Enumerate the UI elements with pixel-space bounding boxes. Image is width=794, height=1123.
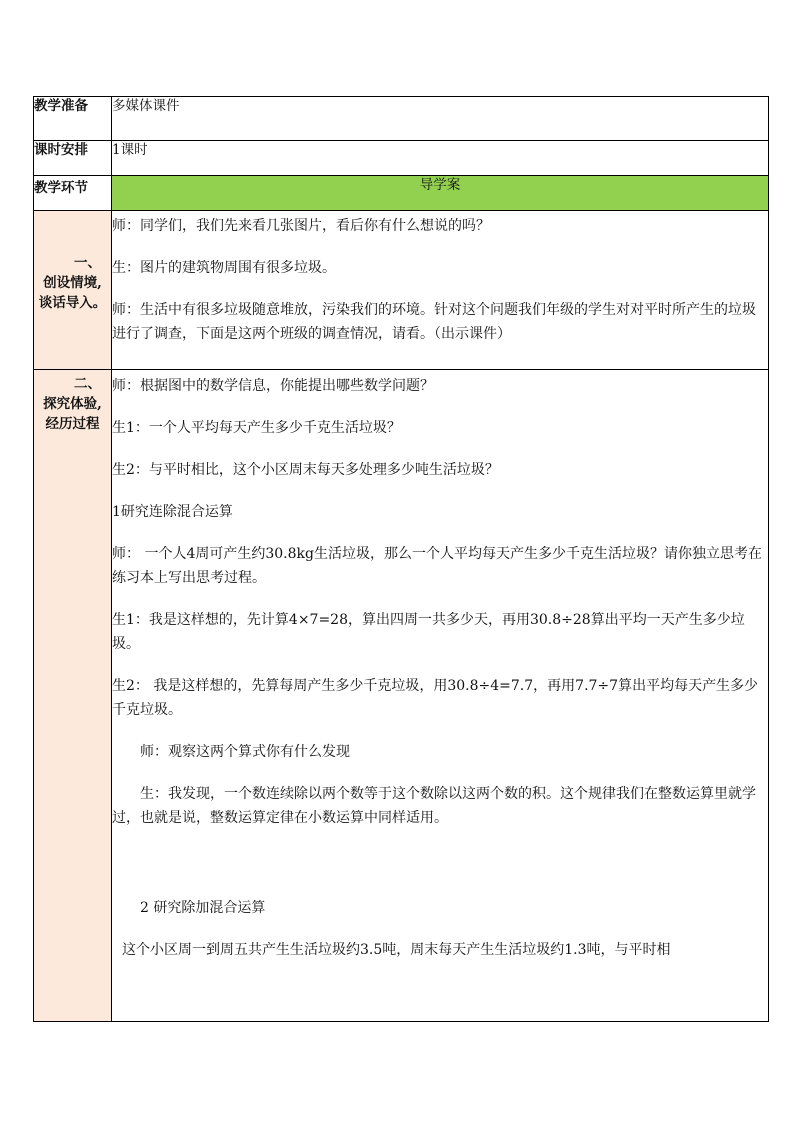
stage-1-row <box>34 211 769 370</box>
section-heading: 1研究连除混合运算 <box>112 504 233 520</box>
paragraph: 师：观察这两个算式你有什么发现 <box>140 744 350 760</box>
paragraph: 生1：一个人平均每天产生多少千克生活垃圾？ <box>112 420 401 436</box>
stage-2-content <box>112 370 769 1022</box>
paragraph: 师：根据图中的数学信息，你能提出哪些数学问题？ <box>112 378 434 394</box>
paragraph: 生2： 我是这样想的，先算每周产生多少千克垃圾，用30.8÷4=7.7，再用7.7÷7算出平均每天产生多少千克垃圾。 <box>112 678 759 718</box>
stage-2-row <box>34 370 769 1022</box>
paragraph: 生1：我是这样想的，先计算4×7=28，算出四周一共多少天，再用30.8÷28算出平均一天产生多少垃圾。 <box>112 612 745 652</box>
prep-row <box>34 97 769 141</box>
stage-2-title-line2: 探究体验, <box>43 396 102 412</box>
stage-2-number: 二、 <box>74 376 101 392</box>
schedule-row <box>34 141 769 176</box>
paragraph: 生：图片的建筑物周围有很多垃圾。 <box>112 260 336 276</box>
guide-plan-header: 导学案 <box>112 176 769 211</box>
prep-label: 教学准备 <box>34 97 112 141</box>
prep-value: 多媒体课件 <box>112 97 769 141</box>
stage-2-title-line3: 经历过程 <box>45 416 100 432</box>
stage-1-title <box>34 211 112 370</box>
stage-1-title-line3: 谈话导入。 <box>38 295 107 311</box>
schedule-value: 1课时 <box>112 141 769 176</box>
stage-1-title-line2: 创设情境, <box>43 275 102 291</box>
paragraph: 师： 一个人4周可产生约30.8kg生活垃圾，那么一个人平均每天产生多少千克生活垃圾？请你独立思考在练习本上写出思考过程。 <box>112 546 762 586</box>
paragraph: 师：同学们，我们先来看几张图片，看后你有什么想说的吗？ <box>112 218 490 234</box>
stage-1-content <box>112 211 769 370</box>
phase-header-row <box>34 176 769 211</box>
lesson-plan-table <box>33 96 769 1022</box>
paragraph: 生：我发现，一个数连续除以两个数等于这个数除以这两个数的积。这个规律我们在整数运算里就学过，也就是说，整数运算定律在小数运算中同样适用。 <box>112 786 756 826</box>
paragraph: 师：生活中有很多垃圾随意堆放，污染我们的环境。针对这个问题我们年级的学生对对平时所产生的垃圾进行了调查，下面是这两个班级的调查情况，请看。（出示课件） <box>112 302 756 342</box>
stage-2-title <box>34 370 112 1022</box>
stage-1-number: 一、 <box>74 255 101 271</box>
phase-label: 教学环节 <box>34 176 112 211</box>
paragraph: 这个小区周一到周五共产生生活垃圾约3.5吨，周末每天产生生活垃圾约1.3吨，与平时相 <box>122 942 671 958</box>
paragraph: 生2：与平时相比，这个小区周末每天多处理多少吨生活垃圾？ <box>112 462 499 478</box>
schedule-label: 课时安排 <box>34 141 112 176</box>
section-heading: 2 研究除加混合运算 <box>140 900 266 916</box>
